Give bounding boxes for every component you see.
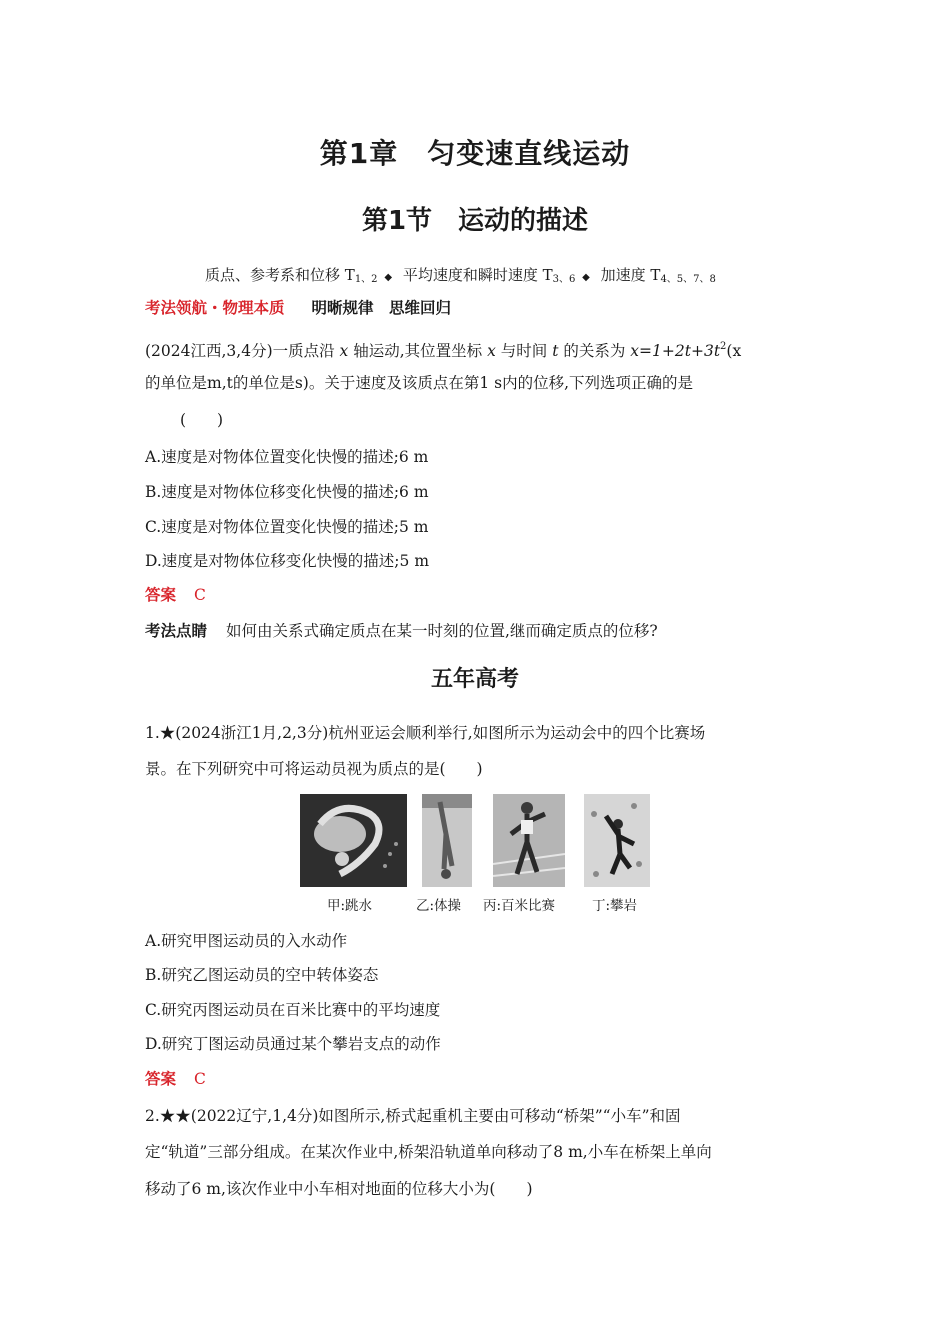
q2-line-1: 2.★★(2022辽宁,1,4分)如图所示,桥式起重机主要由可移动“桥架”“小车”和固 xyxy=(145,1107,681,1125)
photo-diving xyxy=(300,794,407,887)
topic-1: 质点、参考系和位移 $T_{1、2}$ ◆ xyxy=(205,266,393,285)
caption-yi: 乙:体操 xyxy=(416,898,462,914)
chapter-title: 第1章 匀变速直线运动 xyxy=(319,137,631,170)
topic-list xyxy=(205,264,716,285)
kaofa-label: 考法领航・物理本质 xyxy=(145,299,285,317)
q1-line-2: 景。在下列研究中可将运动员视为质点的是( ) xyxy=(145,760,483,778)
q1-option-a: A.研究甲图运动员的入水动作 xyxy=(145,932,348,950)
section-title: 第1节 运动的描述 xyxy=(361,206,589,236)
option-c: C.速度是对物体位置变化快慢的描述;5 m xyxy=(145,518,429,536)
answer-bracket: ( ) xyxy=(180,411,224,429)
caption-bing: 丙:百米比赛 xyxy=(483,898,556,914)
q2-line-2: 定“轨道”三部分组成。在某次作业中,桥架沿轨道单向移动了8 m,小车在桥架上单向 xyxy=(145,1143,712,1161)
topic-3: 加速度 $T_{4、5、7、8}$ xyxy=(600,266,716,285)
diamond-icon: ◆ xyxy=(384,272,393,283)
dianjing-text: 如何由关系式确定质点在某一时刻的位置,继而确定质点的位移? xyxy=(225,622,658,640)
q1-answer: 答案 C xyxy=(145,1070,206,1088)
q1-option-c: C.研究丙图运动员在百米比赛中的平均速度 xyxy=(145,1001,441,1019)
q2-line-3: 移动了6 m,该次作业中小车相对地面的位移大小为( ) xyxy=(145,1180,533,1198)
dianjing-label: 考法点睛 xyxy=(145,622,208,640)
photo-climbing xyxy=(584,794,650,887)
caption-jia: 甲:跳水 xyxy=(327,898,373,914)
wunian-heading: 五年高考 xyxy=(430,667,519,692)
example-line-1: (2024江西,3,4分)一质点沿 x 轴运动,其位置坐标 x 与时间 t 的关系为 $x=1+2t+3t^2(x$ xyxy=(145,341,742,360)
kaofa-subtitle: 明晰规律 思维回归 xyxy=(311,299,451,317)
formula: x=1+2t+3t xyxy=(630,342,721,360)
option-b: B.速度是对物体位移变化快慢的描述;6 m xyxy=(145,483,429,501)
dianjing xyxy=(145,620,658,642)
q1-option-d: D.研究丁图运动员通过某个攀岩支点的动作 xyxy=(145,1035,441,1053)
q1-option-b: B.研究乙图运动员的空中转体姿态 xyxy=(145,966,379,984)
q1-figure xyxy=(300,794,660,914)
example-answer: 答案 C xyxy=(145,586,206,604)
caption-ding: 丁:攀岩 xyxy=(592,898,638,914)
topic-2: 平均速度和瞬时速度 $T_{3、6}$ ◆ xyxy=(402,266,590,285)
photo-sprint xyxy=(493,794,565,887)
kaofa-header xyxy=(145,297,451,319)
diamond-icon: ◆ xyxy=(582,272,590,283)
option-a: A.速度是对物体位置变化快慢的描述;6 m xyxy=(145,448,429,466)
example-line-2: 的单位是m,t的单位是s)。关于速度及该质点在第1 s内的位移,下列选项正确的是 xyxy=(145,374,694,392)
q1-line-1: 1.★(2024浙江1月,2,3分)杭州亚运会顺利举行,如图所示为运动会中的四个比赛场 xyxy=(145,724,706,742)
photo-gymnastics xyxy=(422,794,472,887)
option-d: D.速度是对物体位移变化快慢的描述;5 m xyxy=(145,552,430,570)
